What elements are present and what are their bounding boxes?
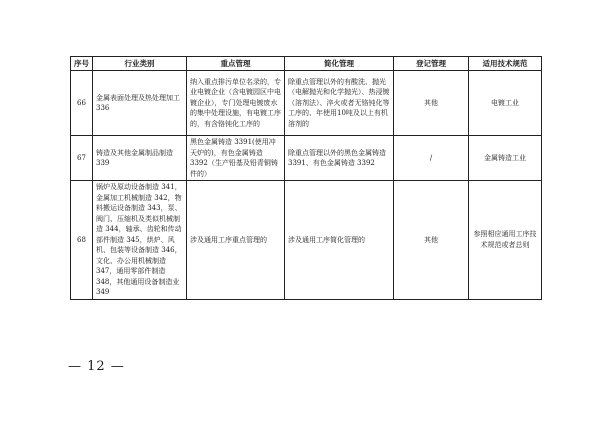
cell-key-management: 涉及通用工序重点管理的 bbox=[187, 181, 285, 300]
cell-industry-category: 锅炉及原动设备制造 341，金属加工机械制造 342，物料搬运设备制造 343，泵、阀门、压缩机及类似机械制造 344，轴承、齿轮和传动部件制造 345，烘炉、风机、包装等设备制造 346，文化、办公用机械制造 347，通用零部件制造 348，其他通用设备制造业 349 bbox=[93, 181, 187, 300]
table-row bbox=[71, 71, 542, 136]
header-registration-management: 登记管理 bbox=[394, 57, 469, 71]
header-serial-no: 序号 bbox=[71, 57, 93, 71]
cell-registration-management: 其他 bbox=[394, 181, 469, 300]
table-header-row bbox=[71, 57, 542, 71]
table-row bbox=[71, 136, 542, 181]
header-simplified-management: 简化管理 bbox=[285, 57, 394, 71]
cell-key-management: 纳入重点排污单位名录的，专业电镀企业（含电镀园区中电镀企业），专门处理电镀废水的集中处理设施，有电镀工序的，有含铬钝化工序的 bbox=[187, 71, 285, 136]
header-technical-spec: 适用技术规范 bbox=[469, 57, 542, 71]
cell-technical-spec: 参照相应通用工序技术规范或者总则 bbox=[469, 181, 542, 300]
cell-simplified-management: 涉及通用工序简化管理的 bbox=[285, 181, 394, 300]
cell-technical-spec: 电镀工业 bbox=[469, 71, 542, 136]
cell-registration-management: / bbox=[394, 136, 469, 181]
cell-technical-spec: 金属铸造工业 bbox=[469, 136, 542, 181]
industry-management-table bbox=[70, 56, 542, 300]
cell-serial-no: 67 bbox=[71, 136, 93, 181]
header-industry-category: 行业类别 bbox=[93, 57, 187, 71]
header-key-management: 重点管理 bbox=[187, 57, 285, 71]
cell-registration-management: 其他 bbox=[394, 71, 469, 136]
cell-industry-category: 金属表面处理及热处理加工 336 bbox=[93, 71, 187, 136]
cell-serial-no: 68 bbox=[71, 181, 93, 300]
cell-serial-no: 66 bbox=[71, 71, 93, 136]
cell-key-management: 黑色金属铸造 3391(使用冲天炉的)，有色金属铸造 3392（生产铅基及铅青铜铸件的） bbox=[187, 136, 285, 181]
cell-simplified-management: 除重点管理以外的黑色金属铸造 3391、有色金属铸造 3392 bbox=[285, 136, 394, 181]
table-row bbox=[71, 181, 542, 300]
cell-industry-category: 铸造及其他金属制品制造 339 bbox=[93, 136, 187, 181]
page-number: — 12 — bbox=[68, 359, 125, 374]
cell-simplified-management: 除重点管理以外的有酸洗、抛光（电解抛光和化学抛光）、热浸镀（溶剂法）、淬火或者无铬钝化等工序的、年使用10吨及以上有机溶剂的 bbox=[285, 71, 394, 136]
